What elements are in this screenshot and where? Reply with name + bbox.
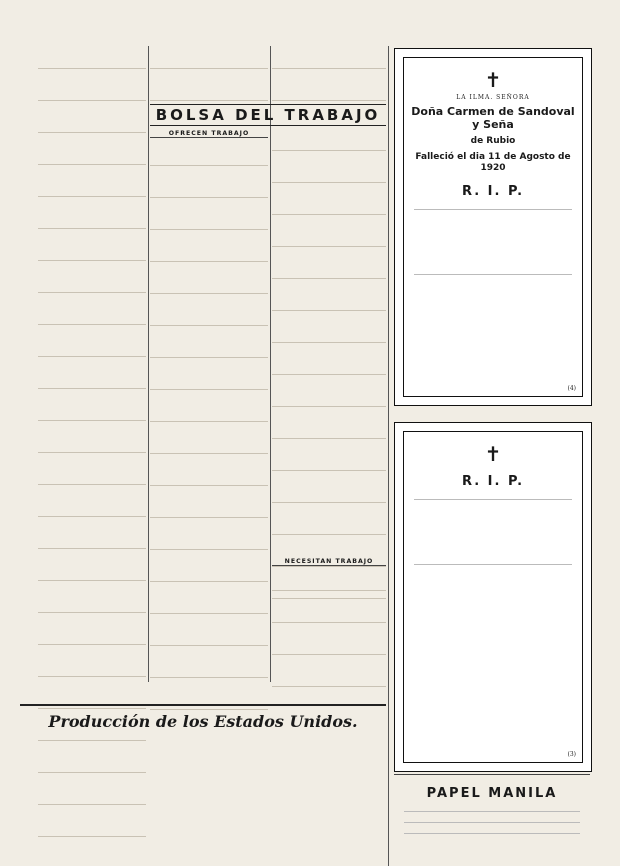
classified-ad-placeholder [38, 270, 146, 293]
manila-title: PAPEL MANILA [426, 786, 558, 801]
classified-ad-placeholder [150, 271, 268, 294]
classified-ad [150, 655, 268, 682]
classified-ad-placeholder [272, 352, 386, 375]
classified-ad-placeholder [38, 206, 146, 229]
classified-ad-placeholder [38, 174, 146, 197]
classified-ad [272, 128, 386, 155]
classified-ad-placeholder [150, 591, 268, 614]
classified-ad [150, 527, 268, 554]
classified-ad [150, 46, 268, 73]
classified-ad [150, 399, 268, 426]
obit1-name-2: de Rubio [470, 136, 516, 146]
classified-ad-placeholder [272, 568, 386, 591]
cross-icon: ✝ [484, 442, 502, 466]
classified-ad [38, 398, 146, 425]
bolsa-del-trabajo-header: BOLSA DEL TRABAJO [150, 104, 386, 126]
classifieds-column-c [272, 46, 386, 100]
classified-ad-placeholder [150, 527, 268, 550]
classified-ad-placeholder [150, 463, 268, 486]
classified-ad-placeholder [38, 398, 146, 421]
obituary-2 [394, 422, 592, 772]
alpargatas-text-placeholder [404, 826, 580, 834]
ofrecen-trabajo-title: OFRECEN TRABAJO [150, 130, 268, 138]
obituary-1 [394, 48, 592, 406]
classified-ad-placeholder [272, 448, 386, 471]
classified-ad [150, 431, 268, 458]
classified-ad-placeholder [272, 600, 386, 623]
classified-ad-placeholder [150, 46, 268, 69]
classified-ad [272, 256, 386, 283]
column-rule [148, 46, 149, 682]
classified-ad-placeholder [150, 175, 268, 198]
obit1-text-placeholder [414, 209, 572, 270]
papel-manila-ad [394, 786, 590, 866]
classified-ad-placeholder [38, 462, 146, 485]
classified-ad [272, 568, 386, 595]
classified-ad [272, 632, 386, 659]
classified-ad [38, 142, 146, 169]
classified-ad-placeholder [272, 160, 386, 183]
classified-ad [150, 78, 268, 105]
classified-ad [272, 192, 386, 219]
classified-ad-placeholder [150, 399, 268, 422]
necesitan-trabajo-title: NECESITAN TRABAJO [272, 558, 386, 566]
classified-ad [272, 224, 386, 251]
classified-ad [272, 600, 386, 627]
classified-ad [38, 46, 146, 73]
classified-ad [150, 495, 268, 522]
classified-ad-placeholder [38, 654, 146, 677]
classified-ad [38, 110, 146, 137]
classified-ad [38, 206, 146, 233]
classified-ad-placeholder [150, 431, 268, 454]
classified-ad-placeholder [38, 142, 146, 165]
classified-ad [150, 175, 268, 202]
classified-ad [150, 591, 268, 618]
classified-ad [38, 462, 146, 489]
obit1-number: (4) [567, 385, 576, 392]
classified-ad-placeholder [272, 480, 386, 503]
classified-ad [150, 335, 268, 362]
classified-ad [38, 494, 146, 521]
classified-ad [38, 430, 146, 457]
classified-ad-placeholder [272, 632, 386, 655]
classified-ad [38, 366, 146, 393]
column-rule [388, 46, 389, 866]
alpargatas-text-placeholder [404, 804, 580, 812]
ofrecen-list [150, 143, 268, 714]
classified-ad-placeholder [150, 78, 268, 101]
classified-ad [272, 160, 386, 187]
classified-ad-placeholder [38, 526, 146, 549]
cross-icon: ✝ [484, 68, 502, 92]
classifieds-column-a [38, 46, 146, 702]
classified-ad [38, 174, 146, 201]
classified-ad-placeholder [150, 207, 268, 230]
obit2-text-placeholder [414, 499, 572, 560]
classifieds-column-c-body [272, 128, 386, 552]
classified-ad [38, 78, 146, 105]
classified-ad-placeholder [272, 512, 386, 535]
classified-ad-placeholder [38, 238, 146, 261]
obit2-text-placeholder [414, 564, 572, 605]
baldwin-advertisement [20, 704, 386, 866]
classified-ad-placeholder [38, 110, 146, 133]
classified-ad [272, 480, 386, 507]
obit1-died: Falleció el dia 11 de Agosto de 1920 [415, 152, 571, 173]
classified-ad [38, 590, 146, 617]
classified-ad [272, 352, 386, 379]
classified-ad-placeholder [38, 334, 146, 357]
classified-ad [272, 320, 386, 347]
necesitan-list [272, 568, 386, 691]
classified-ad-placeholder [38, 558, 146, 581]
obit1-name: Doña Carmen de Sandoval y Seña [411, 105, 575, 131]
classified-ad [272, 46, 386, 73]
classified-ad-placeholder [38, 590, 146, 613]
classified-ad [38, 270, 146, 297]
classified-ad [38, 526, 146, 553]
obit1-honorific: LA ILMA. SEÑORA [456, 94, 530, 101]
classified-ad-placeholder [272, 384, 386, 407]
classified-ad [150, 207, 268, 234]
classified-ad [150, 623, 268, 650]
classified-ad-placeholder [272, 256, 386, 279]
esquelas-note [394, 774, 590, 775]
classified-ad-placeholder [150, 623, 268, 646]
classified-ad-placeholder [150, 367, 268, 390]
classified-ad-placeholder [272, 128, 386, 151]
classified-ad-placeholder [38, 78, 146, 101]
classified-ad [272, 78, 386, 105]
classified-ad-placeholder [272, 288, 386, 311]
produccion-title: Producción de los Estados Unidos. [48, 712, 358, 731]
classified-ad [150, 367, 268, 394]
classified-ad-placeholder [272, 416, 386, 439]
classified-ad [150, 559, 268, 586]
classified-ad [272, 512, 386, 539]
classified-ad-placeholder [150, 143, 268, 166]
classified-ad [272, 384, 386, 411]
classified-ad [150, 271, 268, 298]
classified-ad-placeholder [150, 655, 268, 678]
obit2-rip: R. I. P. [461, 474, 525, 489]
classified-ad [38, 622, 146, 649]
obit1-text-placeholder [414, 274, 572, 315]
classified-ad [272, 288, 386, 315]
classified-ad-placeholder [150, 303, 268, 326]
ofrecen-trabajo-column [150, 128, 268, 680]
classified-ad [272, 448, 386, 475]
classified-ad [150, 143, 268, 170]
classified-ad-placeholder [272, 46, 386, 69]
classified-ad [38, 558, 146, 585]
classified-ad-placeholder [38, 46, 146, 69]
classified-ad-placeholder [38, 494, 146, 517]
classified-ad [38, 654, 146, 681]
classified-ad-placeholder [272, 664, 386, 687]
classified-ad-placeholder [38, 622, 146, 645]
classifieds-column-b-top [150, 46, 268, 100]
classified-ad-placeholder [38, 430, 146, 453]
classified-ad-placeholder [272, 224, 386, 247]
necesitan-trabajo-column [272, 568, 386, 680]
column-rule [270, 46, 271, 682]
classified-ad-placeholder [272, 78, 386, 101]
classified-ad-placeholder [150, 335, 268, 358]
classified-ad-placeholder [150, 559, 268, 582]
obit1-rip: R. I. P. [461, 184, 525, 199]
classified-ad-placeholder [150, 495, 268, 518]
classified-ad [38, 334, 146, 361]
classified-ad-placeholder [38, 366, 146, 389]
classified-ad [150, 463, 268, 490]
classified-ad [150, 239, 268, 266]
classified-ad [38, 238, 146, 265]
alpargatas-text-placeholder [404, 815, 580, 823]
classified-ad-placeholder [150, 239, 268, 262]
classified-ad [272, 664, 386, 691]
classified-ad [38, 302, 146, 329]
col-c-list [272, 128, 386, 603]
obit2-number: (3) [567, 751, 576, 758]
classified-ad-placeholder [272, 192, 386, 215]
classified-ad-placeholder [38, 302, 146, 325]
classified-ad [150, 303, 268, 330]
classified-ad-placeholder [272, 320, 386, 343]
classified-ad [272, 416, 386, 443]
